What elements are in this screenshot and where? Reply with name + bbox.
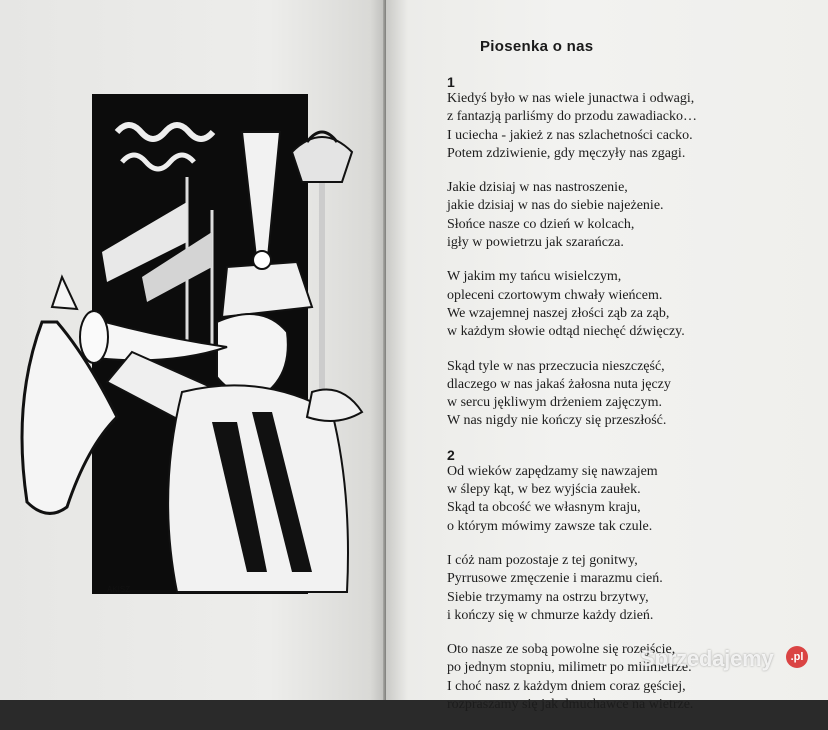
watermark-badge: .pl xyxy=(786,646,808,668)
poem-line: Oto nasze ze sobą powolne się rozejście, xyxy=(447,642,676,658)
poem-line: Od wieków zapędzamy się nawzajem xyxy=(447,463,658,479)
artist-signature: AKISZ xyxy=(107,585,131,594)
poem-line: Siebie trzymamy na ostrzu brzytwy, xyxy=(447,589,649,605)
poem-line: Pyrrusowe zmęczenie i marazmu cień. xyxy=(447,571,663,587)
poem-text xyxy=(447,74,777,730)
poem-line: w sercu jękliwym drżeniem zajęczym. xyxy=(447,395,662,411)
eagle-icon xyxy=(292,137,352,182)
stanza xyxy=(447,358,777,431)
watermark-text: Sprzedajemy xyxy=(640,646,774,671)
poem-line: Potem zdziwienie, gdy męczyły nas zgagi. xyxy=(447,145,686,161)
soldier-head xyxy=(217,314,288,395)
poem-line: Słońce nasze co dzień w kolcach, xyxy=(447,216,635,232)
poem-line: Jakie dzisiaj w nas nastroszenie, xyxy=(447,180,628,196)
poem-line: I choć nasz z każdym dniem coraz gęściej, xyxy=(447,678,686,694)
stanza xyxy=(447,90,777,163)
poem-line: I uciecha - jakież z nas szlachetności cacko. xyxy=(447,127,693,143)
stanza xyxy=(447,179,777,252)
czapka xyxy=(222,262,312,317)
lancer-trumpeter-illustration xyxy=(12,92,382,602)
poem-line: po jednym stopniu, milimetr po milimetrze. xyxy=(447,660,692,676)
left-page xyxy=(0,0,386,700)
part-number: 2 xyxy=(447,446,455,463)
poem-line: I cóż nam pozostaje z tej gonitwy, xyxy=(447,552,638,568)
poem-line: o którym mówimy zawsze tak czule. xyxy=(447,518,653,534)
epaulette xyxy=(307,390,362,422)
poem-title: Piosenka o nas xyxy=(480,38,594,55)
poem-line: Kiedyś było w nas wiele junactwa i odwagi, xyxy=(447,91,695,106)
poem-line: We wzajemnej naszej złości ząb za ząb, xyxy=(447,305,670,321)
poem-line: z fantazją parliśmy do przodu zawadiacko… xyxy=(447,109,697,125)
poem-line: w każdym słowie odtąd niechęć dźwięczy. xyxy=(447,324,685,340)
stanza xyxy=(447,552,777,625)
part-number: 1 xyxy=(447,74,455,90)
poem-line: Skąd tyle w nas przeczucia nieszczęść, xyxy=(447,358,665,374)
poem-line: igły w powietrzu jak szarańcza. xyxy=(447,235,624,251)
poem-line: dlaczego w nas jakaś żałosna nuta jęczy xyxy=(447,376,671,392)
stanza xyxy=(447,463,777,536)
poem-line: w ślepy kąt, w bez wyjścia zaułek. xyxy=(447,482,641,498)
stanza xyxy=(447,268,777,341)
poem-line: i kończy się w chmurze każdy dzień. xyxy=(447,607,654,623)
poem-line: rozpraszamy się jak dmuchawce na wietrze. xyxy=(447,697,694,713)
poem-line: opleceni czortowym chwały wieńcem. xyxy=(447,287,663,303)
poem-line: Skąd ta obcość we własnym kraju, xyxy=(447,500,641,516)
poem-line: jakie dzisiaj w nas do siebie najeżenie. xyxy=(447,198,664,214)
poem-line: W nas nigdy nie kończy się przeszłość. xyxy=(447,413,667,429)
poem-line: W jakim my tańcu wisielczym, xyxy=(447,269,622,285)
